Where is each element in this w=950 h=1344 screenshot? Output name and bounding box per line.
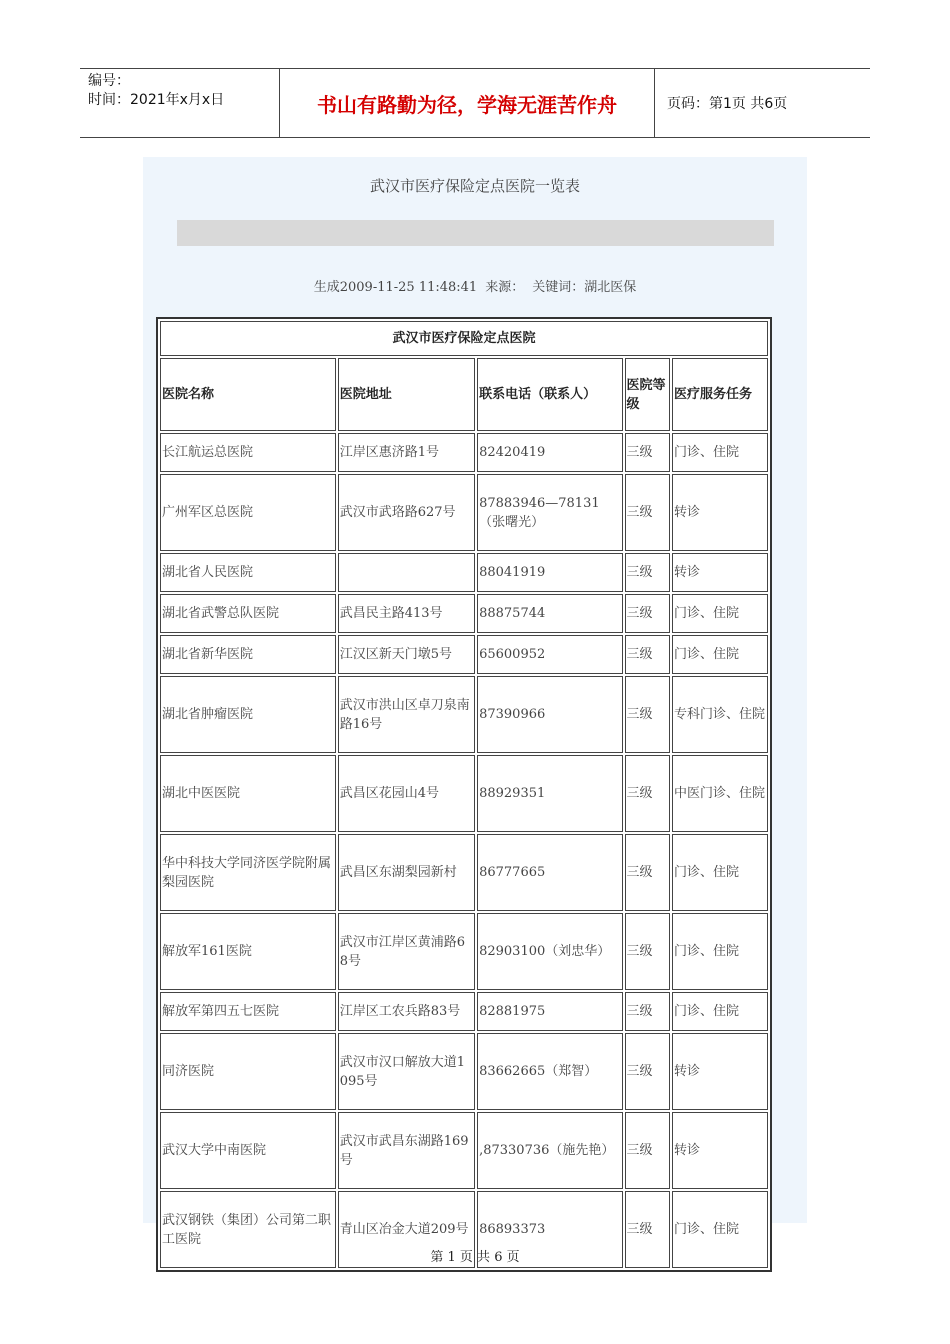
cell-phone: 82420419 — [477, 433, 622, 472]
cell-address: 武昌区东湖梨园新村 — [338, 834, 475, 911]
cell-service: 门诊、住院 — [672, 635, 768, 674]
table-row — [160, 474, 768, 551]
cell-level: 三级 — [625, 1191, 670, 1268]
cell-name: 湖北省肿瘤医院 — [160, 676, 336, 753]
table-row — [160, 913, 768, 990]
time-label: 时间：2021年x月x日 — [88, 92, 225, 108]
cell-name: 广州军区总医院 — [160, 474, 336, 551]
cell-name: 湖北中医医院 — [160, 755, 336, 832]
cell-phone: 87883946—78131（张曙光） — [477, 474, 622, 551]
source-label: 来源： — [485, 280, 525, 295]
page-footer: 第 1 页 共 6 页 — [430, 1250, 520, 1265]
cell-phone: 88929351 — [477, 755, 622, 832]
cell-name: 解放军161医院 — [160, 913, 336, 990]
table-header-row — [160, 358, 768, 431]
header-info — [80, 69, 280, 137]
cell-phone: 82903100（刘忠华） — [477, 913, 622, 990]
table-row — [160, 1112, 768, 1189]
cell-name: 武汉钢铁（集团）公司第二职工医院 — [160, 1191, 336, 1268]
cell-service: 门诊、住院 — [672, 992, 768, 1031]
header-cell: 医院等级 — [625, 358, 670, 431]
cell-name: 湖北省人民医院 — [160, 553, 336, 592]
header-cell: 医院名称 — [160, 358, 336, 431]
cell-phone: 83662665（郑智） — [477, 1033, 622, 1110]
table-row — [160, 834, 768, 911]
table-row — [160, 992, 768, 1031]
gray-banner — [177, 220, 774, 246]
cell-address: 武汉市洪山区卓刀泉南路16号 — [338, 676, 475, 753]
cell-service: 门诊、住院 — [672, 433, 768, 472]
cell-name: 武汉大学中南医院 — [160, 1112, 336, 1189]
cell-phone: 88875744 — [477, 594, 622, 633]
cell-service: 转诊 — [672, 1112, 768, 1189]
cell-name: 长江航运总医院 — [160, 433, 336, 472]
cell-phone: 86777665 — [477, 834, 622, 911]
cell-level: 三级 — [625, 1112, 670, 1189]
cell-address: 武汉市武珞路627号 — [338, 474, 475, 551]
cell-name: 湖北省武警总队医院 — [160, 594, 336, 633]
cell-service: 门诊、住院 — [672, 913, 768, 990]
table-row — [160, 1033, 768, 1110]
cell-address: 江岸区工农兵路83号 — [338, 992, 475, 1031]
cell-service: 门诊、住院 — [672, 594, 768, 633]
cell-address: 武昌民主路413号 — [338, 594, 475, 633]
cell-service: 专科门诊、住院 — [672, 676, 768, 753]
cell-name: 湖北省新华医院 — [160, 635, 336, 674]
cell-address — [338, 553, 475, 592]
cell-address: 武汉市江岸区黄浦路68号 — [338, 913, 475, 990]
number-label: 编号： — [88, 73, 130, 89]
keywords-label: 关键词：湖北医保 — [532, 280, 637, 295]
header-page-label: 页码：第1页 共6页 — [667, 96, 788, 112]
cell-name: 华中科技大学同济医学院附属梨园医院 — [160, 834, 336, 911]
cell-level: 三级 — [625, 635, 670, 674]
cell-phone: 87390966 — [477, 676, 622, 753]
header-motto: 书山有路勤为径，学海无涯苦作舟 — [280, 69, 655, 137]
header-cell: 联系电话（联系人） — [477, 358, 622, 431]
cell-level: 三级 — [625, 474, 670, 551]
cell-service: 转诊 — [672, 1033, 768, 1110]
cell-level: 三级 — [625, 553, 670, 592]
table-row — [160, 635, 768, 674]
hospital-table — [156, 317, 772, 1272]
table-caption: 武汉市医疗保险定点医院 — [160, 321, 768, 356]
cell-level: 三级 — [625, 992, 670, 1031]
cell-level: 三级 — [625, 433, 670, 472]
cell-level: 三级 — [625, 1033, 670, 1110]
page-header — [80, 68, 870, 138]
article-meta — [143, 276, 807, 295]
cell-level: 三级 — [625, 676, 670, 753]
cell-phone: ,87330736（施先艳） — [477, 1112, 622, 1189]
cell-address: 江岸区惠济路1号 — [338, 433, 475, 472]
cell-service: 转诊 — [672, 474, 768, 551]
table-row — [160, 676, 768, 753]
generated-time: 生成2009-11-25 11:48:41 — [313, 280, 478, 295]
cell-level: 三级 — [625, 913, 670, 990]
table-row — [160, 755, 768, 832]
cell-level: 三级 — [625, 755, 670, 832]
cell-address: 武汉市武昌东湖路169号 — [338, 1112, 475, 1189]
table-row — [160, 433, 768, 472]
cell-service: 门诊、住院 — [672, 1191, 768, 1268]
cell-address: 青山区冶金大道209号 — [338, 1191, 475, 1268]
article-title: 武汉市医疗保险定点医院一览表 — [369, 177, 580, 195]
cell-address: 江汉区新天门墩5号 — [338, 635, 475, 674]
table-row — [160, 594, 768, 633]
cell-service: 门诊、住院 — [672, 834, 768, 911]
cell-level: 三级 — [625, 594, 670, 633]
cell-phone: 88041919 — [477, 553, 622, 592]
header-cell: 医院地址 — [338, 358, 475, 431]
cell-service: 转诊 — [672, 553, 768, 592]
header-cell: 医疗服务任务 — [672, 358, 768, 431]
cell-name: 同济医院 — [160, 1033, 336, 1110]
cell-address: 武昌区花园山4号 — [338, 755, 475, 832]
cell-name: 解放军第四五七医院 — [160, 992, 336, 1031]
cell-phone: 82881975 — [477, 992, 622, 1031]
cell-address: 武汉市汉口解放大道1095号 — [338, 1033, 475, 1110]
table-row — [160, 553, 768, 592]
cell-service: 中医门诊、住院 — [672, 755, 768, 832]
cell-phone: 86893373 — [477, 1191, 622, 1268]
cell-level: 三级 — [625, 834, 670, 911]
cell-phone: 65600952 — [477, 635, 622, 674]
